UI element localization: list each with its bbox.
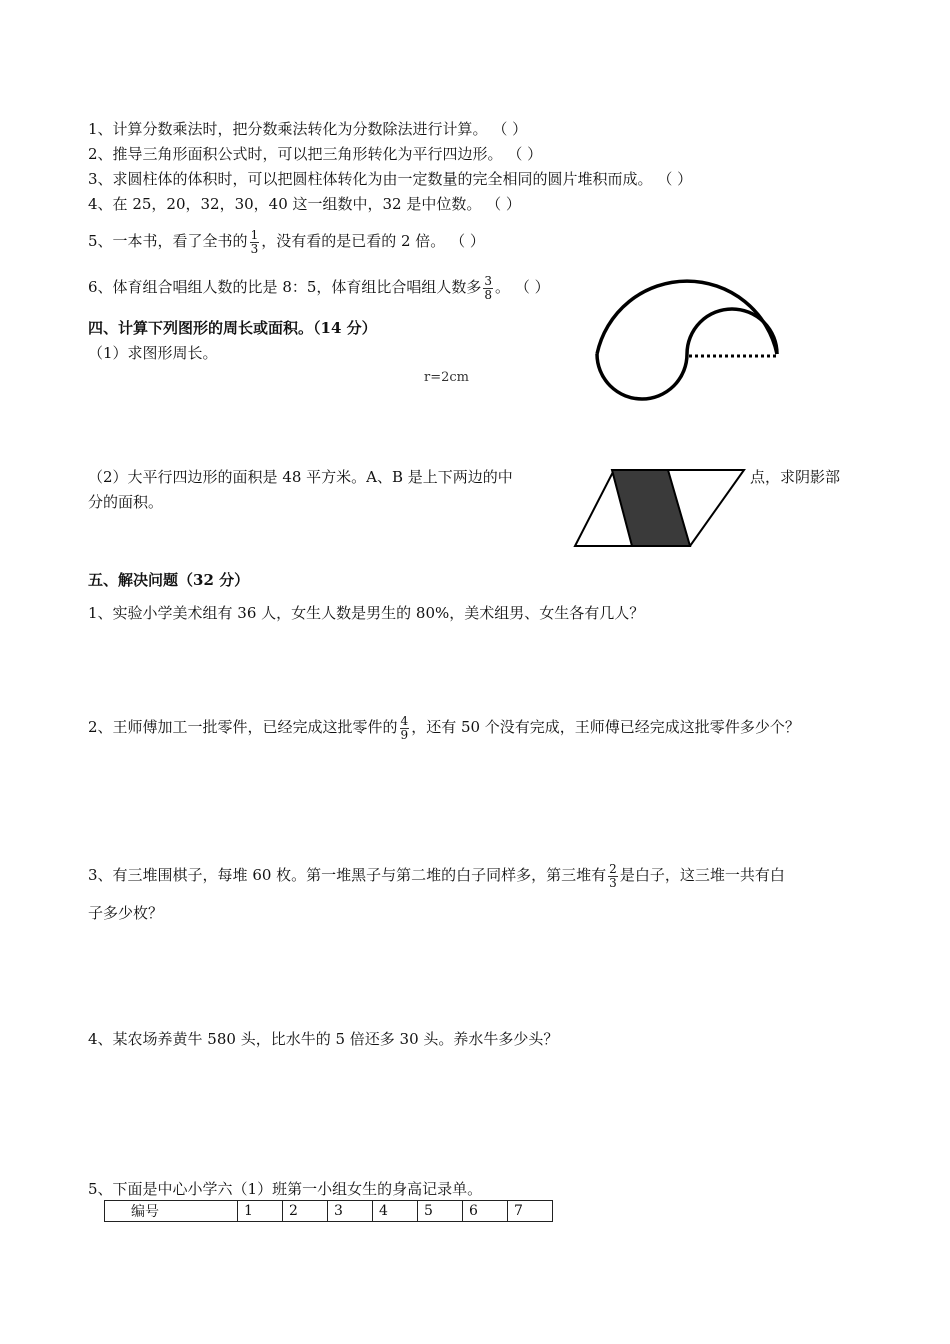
inner-small-arc: [687, 309, 777, 354]
section-5-title: 五、解决问题（32 分）: [88, 571, 250, 589]
item-number: 2、: [88, 145, 113, 163]
item-number: 1、: [88, 120, 113, 138]
table-header-cell: 1: [238, 1201, 283, 1222]
section-4-q2-line1: （2）大平行四边形的面积是 48 平方米。A、B 是上下两边的中: [88, 468, 513, 486]
fraction-four-ninths: $\frac{4}{9}$: [400, 713, 409, 742]
item-number: 3、: [88, 170, 113, 188]
judge-item-6: [88, 272, 550, 302]
judge-item-1: [88, 119, 527, 139]
item-text: 体育组合唱组人数的比是 8：5，体育组比合唱组人数多: [112, 278, 482, 296]
judge-item-4: [88, 194, 521, 214]
table-row: [105, 1201, 553, 1222]
question-text: ，还有 50 个没有完成，王师傅已经完成这批零件多少个？: [411, 718, 800, 736]
question-text: 是白子，这三堆一共有白: [619, 866, 785, 884]
item-text: ，没有看的是已看的 2 倍。: [261, 232, 446, 250]
section-5-q5: 5、下面是中心小学六（1）班第一小组女生的身高记录单。: [88, 1180, 483, 1198]
section-5-q4: 4、某农场养黄牛 580 头，比水牛的 5 倍还多 30 头。养水牛多少头？: [88, 1030, 559, 1048]
section-5-q2: [88, 710, 800, 744]
table-header-cell: 4: [373, 1201, 418, 1222]
item-number: 6、: [88, 278, 113, 296]
section-4-q1: （1）求图形周长。: [88, 344, 218, 362]
parallelogram-figure: [570, 466, 750, 550]
item-text: 求圆柱体的体积时，可以把圆柱体转化为由一定数量的完全相同的圆片堆积而成。: [112, 170, 653, 188]
table-header-cell: 2: [283, 1201, 328, 1222]
answer-paren[interactable]: （ ）: [514, 278, 550, 296]
section-5-q3-line2: 子多少枚？: [88, 904, 164, 922]
left-small-arc: [597, 354, 687, 399]
radius-label: r=2cm: [424, 370, 469, 385]
item-number: 4、: [88, 195, 113, 213]
judge-item-5: [88, 226, 485, 256]
item-text: 推导三角形面积公式时，可以把三角形转化为平行四边形。: [112, 145, 503, 163]
item-number: 5、: [88, 232, 113, 250]
question-text: 3、有三堆围棋子，每堆 60 枚。第一堆黑子与第二堆的白子同样多，第三堆有: [88, 866, 607, 884]
question-text: 2、王师傅加工一批零件，已经完成这批零件的: [88, 718, 398, 736]
perimeter-figure: [585, 262, 795, 412]
table-header-cell: 编号: [105, 1201, 238, 1222]
item-text: 一本书，看了全书的: [112, 232, 248, 250]
section-5-q3: [88, 858, 785, 892]
answer-paren[interactable]: （ ）: [486, 195, 521, 213]
fraction-one-third: $\frac{1}{3}$: [250, 227, 259, 256]
item-text: 计算分数乘法时，把分数乘法转化为分数除法进行计算。: [112, 120, 488, 138]
section-4-q2-line2: 分的面积。: [88, 493, 164, 511]
answer-paren[interactable]: （ ）: [450, 232, 485, 250]
table-header-cell: 7: [508, 1201, 553, 1222]
judge-item-3: [88, 169, 692, 189]
answer-paren[interactable]: （ ）: [657, 170, 693, 188]
section-5-q1: 1、实验小学美术组有 36 人，女生人数是男生的 80%，美术组男、女生各有几人？: [88, 604, 645, 622]
section-4-q2-tail: 点，求阴影部: [750, 468, 841, 486]
fraction-three-eighths: $\frac{3}{8}$: [484, 273, 493, 302]
section-4-title: 四、计算下列图形的周长或面积。（14 分）: [88, 319, 377, 337]
answer-paren[interactable]: （ ）: [507, 145, 543, 163]
answer-paren[interactable]: （ ）: [492, 120, 528, 138]
height-record-table: [104, 1200, 553, 1222]
table-header-cell: 5: [418, 1201, 463, 1222]
item-text: 在 25，20，32，30，40 这一组数中，32 是中位数。: [112, 195, 482, 213]
table-header-cell: 3: [328, 1201, 373, 1222]
fraction-two-thirds: $\frac{2}{3}$: [609, 861, 617, 890]
item-text: 。: [495, 278, 511, 296]
judge-item-2: [88, 144, 542, 164]
table-header-cell: 6: [463, 1201, 508, 1222]
